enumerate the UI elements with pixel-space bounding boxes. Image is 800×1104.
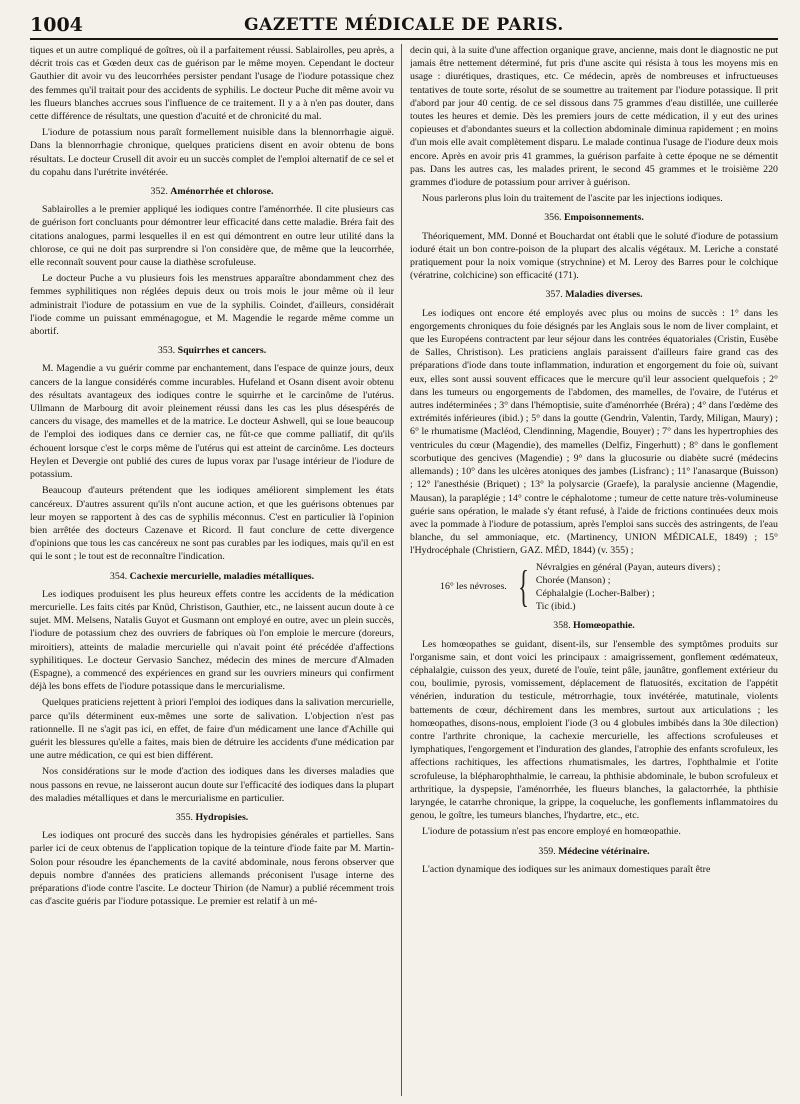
- paragraph: M. Magendie a vu guérir comme par enchantement, dans l'espace de quinze jours, deux cancers de la langue considérés comme incurables. Hufeland et Osann disent avoir obtenu des résultats avantageux des iodiques contre le squirrhe et le carcinôme de l'utérus. Ullmann de Marbourg dit avoir pleinement réussi dans les cas les plus désespérés de cancers du visage, des mamelles et de la matrice. Le docteur Ashwell, qui se loue beaucoup de l'emploi des iodiques dans ce dernier cas, ne fût-ce que comme palliatif, dit qu'ils échouent lorsque c'est le corps même de l'utérus qui est atteint de carcinôme. Les docteurs Heylen et Devergie ont publié des cures de lupus vorax par l'usage intérieur de l'iodure de potassium.: [30, 363, 394, 481]
- page-number: 1004: [30, 14, 83, 36]
- paragraph: Les homœopathes se guidant, disent-ils, sur l'ensemble des symptômes produits sur l'organisme sain, et dont voici les principaux : amaigrissement, gonflement œdémateux, céphalalgie, cuisson des yeux, dureté de l'ouïe, teint pâle, jaunâtre, gonflement extérieur du cou, boulimie, pyrosis, vomissement, déplacement de flatuosités, excitation de l'appétit vénérien, induration du testicule, métrorrhagie, toux invétérée, matutinale, violents battements de cœur, déchirement dans les membres, surtout aux articulations ; les homœopathes, disons-nous, emploient l'iode (3 ou 4 globules imbibés dans la 30e dilection) contre l'arthrite chronique, la cachexie mercurielle, les affections scrofuleuses et lymphatiques, l'engorgement et l'induration des glandes, l'atrophie des enfants scrofuleux, les affections rachitiques, les affections rhumatismales, les dartres, l'ophthalmie et l'otite scrofuleuse, la blépharophthalmie, le carreau, la phthisie abdominale, le bubon scrofuleux et arthritique, la dyspepsie, l'aménorrhée, les flueurs blanches, la galactorrhée, la phthisie laryngée, le catarrhe chronique, la grippe, la coqueluche, les gonflements inflammatoires du genou, le goître, les tumeurs blanches, l'hydartre, etc., etc.: [410, 638, 778, 822]
- section-title: Hydropisies.: [195, 811, 249, 823]
- section-number: 353.: [157, 345, 176, 357]
- section-number: 354.: [109, 570, 128, 582]
- section-heading: [410, 211, 778, 224]
- section-title: Homœopathie.: [573, 620, 635, 632]
- paragraph: Les iodiques ont encore été employés avec plus ou moins de succès : 1° dans les engorgements chroniques du foie désignés par les Anglais sous le nom de liver complaint, et que les Européens contractent par leur séjour dans les contrées équatoriales (Cristin, Eusèbe de Salles, Christison). Les praticiens anglais paraissent d'ailleurs faire grand cas des préparations d'iode dans toute inflammation, induration et engorgement du foie où, suivant eux, elles sont aussi souvent efficaces que le mercure qu'il leur associent quelquefois ; 2° dans les tumeurs ou engorgements de l'abdomen, des mamelles, de l'ovaire, de l'utérus et autres indéterminées ; 3° dans l'hémoptisie, suite d'aménorrhée (Bréra) ; 4° dans l'œdème des extrémités inférieures (ibid.) ; 5° dans la goutte (Gendrin, Valentin, Tardy, Miligan, Maury) ; 6° le rhumatisme (Macléod, Clendinning, Magendie, Bouyer) ; 7° dans les hypertrophies des ventricules du cœur (Magendie), des mamelles (Delfiz, Fingerhutt) ; 8° dans le gonflement scorbutique des gencives (Magendie) ; 9° dans la glucosurie ou diabète sucré (médecins allemands) ; 10° dans les ulcères atoniques des jambes (Lisfranc) ; 11° l'anasarque (Buisson) ; 12° l'anesthésie (Briquet) ; 13° la polysarcie (Graefe), la paralysie ancienne (Magendie, Mausan), la paraplégie ; 14° contre le céphalotome ; tumeur de cette nature très-volumineuse guérie sans opération, le malade s'y étant refusé, à l'aide de frictions continuées deux mois avec la pommade à l'iodure de potassium, après l'emploi sans succès des astringents, de l'eau blanche, du sel ammoniaque, etc. (Martinency, UNION MÉDICALE, 1849) ; 15° l'Hydrocéphale (Christiern, GAZ. MÉD, 1844) (v. 355) ;: [410, 307, 778, 557]
- section-heading: [30, 570, 394, 583]
- section-number: 355.: [175, 811, 194, 823]
- paragraph: Le docteur Puche a vu plusieurs fois les menstrues apparaître abondamment chez des femmes syphilitiques non réglées depuis deux ou trois mois le jour même où il leur administrait l'iodure de potassium en vue de la syphilis. Coindet, d'ailleurs, considérait l'iode comme un puissant emménagogue, et M. Magendie le regarde même comme un abortif.: [30, 273, 394, 338]
- section-number: 357.: [545, 289, 563, 301]
- section-title: Squirrhes et cancers.: [177, 345, 267, 357]
- paragraph: Les iodiques produisent les plus heureux effets contre les accidents de la médication mercurielle. Les faits cités par Knüd, Christison, Gauthier, etc., ne laissent aucun doute à ce sujet. MM. Melsens, Natalis Guyot et Gusmann ont employé en outre, avec un plein succès, l'iodure de potassium chez des ouvriers de fabriques où l'on emploie le mercure (doreurs, miroitiers), atteints de maladie mercurielle qui n'avait point été précédée d'affections syphilitiques. Le docteur Gervasio Sanchez, médecin des mines de mercure d'Almaden (Espagne), a commencé des expériences en grand sur les ouvriers mineurs qui confirment déjà les bons effets de l'iodure potassique dans le mercurialisme.: [30, 588, 394, 693]
- nevroses-label: 16° les névroses.: [440, 581, 507, 593]
- journal-title: GAZETTE MÉDICALE DE PARIS.: [244, 15, 564, 35]
- paragraph: L'iodure de potassium n'est pas encore employé en homœopathie.: [422, 826, 681, 838]
- section-number: 358.: [553, 620, 571, 632]
- left-column: [30, 44, 394, 1096]
- brace-glyph: {: [518, 561, 529, 611]
- section-title: Empoisonnements.: [563, 212, 644, 224]
- paragraph: L'action dynamique des iodiques sur les animaux domestiques paraît être: [422, 863, 711, 875]
- paragraph: Sablairolles a le premier appliqué les iodiques contre l'aménorrhée. Il cite plusieurs cas de guérison fort concluants pour démontrer leur efficacité dans cette maladie. Bréra fait des citations analogues, parmi lesquelles il en est qui démontrent en outre leur utilité dans la chlorose, ce qui ne doit pas surprendre si l'on considère que, de même que la leucorrhée, elle reconnaît souvent pour cause la diathèse scrofuleuse.: [30, 204, 394, 269]
- section-title: Médecine vétérinaire.: [558, 845, 650, 857]
- section-number: 352.: [150, 186, 168, 198]
- paragraph: L'iodure de potassium nous paraît formellement nuisible dans la blennorrhagie aiguë. Dans la blennorrhagie chronique, quelques praticiens disent en avoir obtenu de bons résultats. Le docteur Crusell dit avoir eu un succès complet de l'emploi alternatif de ce sel et du copahu dans l'urétrite invétérée.: [30, 127, 394, 178]
- right-column: [410, 44, 778, 1096]
- section-title: Maladies diverses.: [565, 289, 643, 301]
- section-heading: [30, 344, 394, 357]
- section-title: Cachexie mercurielle, maladies métalliques.: [129, 570, 315, 582]
- paragraph: Quelques praticiens rejettent à priori l'emploi des iodiques dans la salivation mercurielle, parce qu'ils déterminent eux-mêmes une sorte de salivation. L'objection n'est pas rationnelle. Il ne s'agit pas ici, en effet, de faire d'un médicament une lance d'Achille qui guérit les blessures qu'elle a faites, mais bien de détruire les accidents d'une médication par une autre médication, ce qui est bien différent.: [30, 697, 394, 762]
- section-heading: [30, 185, 394, 198]
- section-heading: [410, 619, 778, 632]
- paragraph: Théoriquement, MM. Donné et Bouchardat ont établi que le soluté d'iodure de potassium ioduré était un bon contre-poison de la plupart des alcalis végétaux. M. Leriche a constaté pratiquement pour la noix vomique (strychnine) et M. Leroy des Barres pour le colchique (vératrine, colchicine) son efficacité (171).: [410, 230, 778, 282]
- paragraph: Les iodiques ont procuré des succès dans les hydropisies générales et partielles. Sans parler ici de ceux obtenus de l'application topique de la teinture d'iode faite par M. Martin-Solon pour résoudre les épanchements de la cavité abdominale, nous ferons observer que depuis nombre d'années des praticiens allemands préconisent l'usage interne des préparations d'iode contre l'ascite. Le docteur Thirion (de Namur) a publié récemment trois cas d'ascite guéris par l'iodure potassique. Le premier est relatif à un mé-: [30, 830, 394, 908]
- nevrose-item: Chorée (Manson) ;: [535, 574, 611, 586]
- section-heading: [30, 811, 394, 824]
- paragraph: decin qui, à la suite d'une affection organique grave, ancienne, mais dont le diagnostic ne put jamais être nettement déterminé, fut pris d'une ascite qui résista à tous les moyens mis en usage : diurétiques, drastiques, etc. Ce médecin, après de nombreuses et infructueuses tentatives de toute sorte, résolut de se soumettre au traitement par l'iodure potassique. Il prit d'abord par jour 40 centig. de ce sel dissous dans 75 grammes d'eau distillée, une cuillerée toutes les heures et demie. Dès les premiers jours de cette médication, il y eut des urines copieuses et d'abondantes sueurs et la collection abdominale diminua rapidement ; en moins d'un mois elle avait complètement disparu. Le malade continua l'usage de l'iodure deux mois encore. Après en avoir pris 41 grammes, la guérison parfaite à cette époque ne se démentit pas. Dans les autres cas, les malades prirent, le second 45 grammes et le troisième 220 grammes d'iodure de potassium pour arriver à guérison.: [410, 45, 778, 189]
- paragraph: tiques et un autre compliqué de goîtres, où il a parfaitement réussi. Sablairolles, peu après, a décrit trois cas et Gœden deux cas de guérison par le même moyen. Cependant le docteur Gauthier dit avoir vu des leucorrhées persister pendant l'usage de l'iodure potassique chez des femmes qu'il traitait pour des accidents de syphilis. Le docteur Puche dit même avoir vu les flueurs blanches accrues sous l'influence de ce traitement. Il y a à n'en pas douter, dans cette différence de résultats, une question d'acuité et de chronicité du mal.: [30, 45, 394, 123]
- section-title: Aménorrhée et chlorose.: [170, 186, 274, 198]
- section-number: 356.: [544, 212, 562, 224]
- column-divider: [401, 44, 402, 1096]
- nevroses-list: [440, 561, 778, 614]
- paragraph: Beaucoup d'auteurs prétendent que les iodiques améliorent simplement les états cancéreux. D'autres assurent qu'ils n'ont aucune action, et que les guérisons obtenues par leur moyen se rapportent à des cas de syphilis méconnus. C'est en particulier là l'opinion bien arrêtée des docteurs Cazenave et Ricord. Il faut conclure de cette divergence d'opinions que tous les cas cancéreux ne sont pas curables par les iodiques, mais qu'il en est qui le sont ; le tout est de reconnaître l'indication.: [30, 485, 394, 563]
- paragraph: Nos considérations sur le mode d'action des iodiques dans les diverses maladies que nous passons en revue, ne laisseront aucun doute sur l'efficacité des iodiques dans la plupart des maladies métalliques et dans le mercurialisme en particulier.: [30, 766, 394, 804]
- paragraph: Nous parlerons plus loin du traitement de l'ascite par les injections iodiques.: [422, 193, 723, 205]
- section-number: 359.: [538, 845, 556, 857]
- nevrose-item: Céphalalgie (Locher-Balber) ;: [535, 587, 655, 599]
- page-header: [30, 14, 778, 40]
- section-heading: [410, 845, 778, 858]
- section-heading: [410, 288, 778, 301]
- nevrose-item: Névralgies en général (Payan, auteurs divers) ;: [535, 561, 721, 573]
- nevrose-item: Tic (ibid.): [535, 601, 576, 613]
